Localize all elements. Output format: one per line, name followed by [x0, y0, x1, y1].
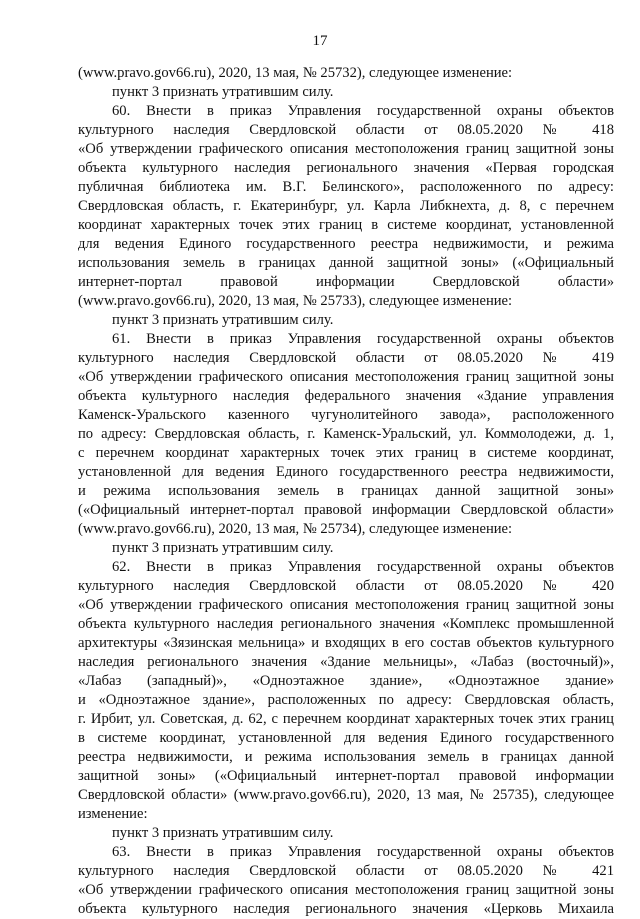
text-line: г. Ирбит, ул. Советская, д. 62, с перечнем координат характерных точек этих границ: [78, 711, 614, 727]
text-line: использования земель в границах данной защитной зоны» («Официальный: [78, 255, 614, 271]
text-line: интернет-портал правовой информации Свердловской области»: [78, 274, 614, 290]
text-line: пункт 3 признать утратившим силу.: [112, 312, 334, 328]
text-line: с перечнем координат характерных точек этих границ в системе координат,: [78, 445, 614, 461]
text-line: Свердловской области» (www.pravo.gov66.ru), 2020, 13 мая, № 25735), следующее: [78, 787, 614, 803]
text-line: культурного наследия Свердловской области от 08.05.2020 № 420: [78, 578, 614, 594]
text-line: Каменск-Уральского казенного чугунолитейного завода», расположенного: [78, 407, 614, 423]
text-line: «Об утверждении графического описания местоположения границ защитной зоны: [78, 369, 614, 385]
text-line: реестра недвижимости, и режима использования земель в границах данной: [78, 749, 614, 765]
text-line: пункт 3 признать утратившим силу.: [112, 84, 334, 100]
text-line: объекта культурного наследия регионального значения «Церковь Михаила: [78, 901, 614, 917]
page-number: 17: [312, 33, 328, 49]
text-line: (www.pravo.gov66.ru), 2020, 13 мая, № 25732), следующее изменение:: [78, 65, 513, 81]
text-line: публичная библиотека им. В.Г. Белинского», расположенного по адресу:: [78, 179, 614, 195]
text-line: культурного наследия Свердловской области от 08.05.2020 № 418: [78, 122, 614, 138]
text-line: пункт 3 признать утратившим силу.: [112, 825, 334, 841]
text-line: наследия регионального значения «Здание мельницы», «Лабаз (восточный)»,: [78, 654, 614, 670]
text-line: пункт 3 признать утратившим силу.: [112, 540, 334, 556]
text-line: Свердловская область, г. Екатеринбург, ул. Карла Либкнехта, д. 8, с перечнем: [78, 198, 614, 214]
text-line: (www.pravo.gov66.ru), 2020, 13 мая, № 25734), следующее изменение:: [78, 521, 513, 537]
text-line: (www.pravo.gov66.ru), 2020, 13 мая, № 25733), следующее изменение:: [78, 293, 513, 309]
text-line: в системе координат, установленной для ведения Единого государственного: [78, 730, 614, 746]
text-line: («Официальный интернет-портал правовой информации Свердловской области»: [78, 502, 614, 518]
text-line: и «Одноэтажное здание», расположенных по адресу: Свердловская область,: [78, 692, 614, 708]
text-line: и режима использования земель в границах данной защитной зоны»: [78, 483, 614, 499]
text-line: 61. Внести в приказ Управления государственной охраны объектов: [112, 331, 614, 347]
text-line: установленной для ведения Единого государственного реестра недвижимости,: [78, 464, 614, 480]
text-line: 62. Внести в приказ Управления государственной охраны объектов: [112, 559, 614, 575]
text-line: объекта культурного наследия федерального значения «Здание управления: [78, 388, 614, 404]
text-line: «Об утверждении графического описания местоположения границ защитной зоны: [78, 597, 614, 613]
text-line: защитной зоны» («Официальный интернет-портал правовой информации: [78, 768, 614, 784]
text-line: объекта культурного наследия регионального значения «Первая городская: [78, 160, 614, 176]
text-line: по адресу: Свердловская область, г. Каменск-Уральский, ул. Коммолодежи, д. 1,: [78, 426, 614, 442]
text-line: координат характерных точек этих границ в системе координат, установленной: [78, 217, 614, 233]
text-line: для ведения Единого государственного реестра недвижимости, и режима: [78, 236, 614, 252]
text-line: объекта культурного наследия регионального значения «Комплекс промышленной: [78, 616, 614, 632]
text-line: «Лабаз (западный)», «Одноэтажное здание», «Одноэтажное здание»: [78, 673, 614, 689]
text-line: изменение:: [78, 806, 148, 822]
text-line: культурного наследия Свердловской области от 08.05.2020 № 421: [78, 863, 614, 879]
document-body: [78, 64, 614, 919]
text-line: культурного наследия Свердловской области от 08.05.2020 № 419: [78, 350, 614, 366]
text-line: «Об утверждении графического описания местоположения границ защитной зоны: [78, 882, 614, 898]
text-line: 63. Внести в приказ Управления государственной охраны объектов: [112, 844, 614, 860]
text-line: архитектуры «Зязинская мельница» и входящих в его состав объектов культурного: [78, 635, 614, 651]
text-line: 60. Внести в приказ Управления государственной охраны объектов: [112, 103, 614, 119]
text-line: «Об утверждении графического описания местоположения границ защитной зоны: [78, 141, 614, 157]
